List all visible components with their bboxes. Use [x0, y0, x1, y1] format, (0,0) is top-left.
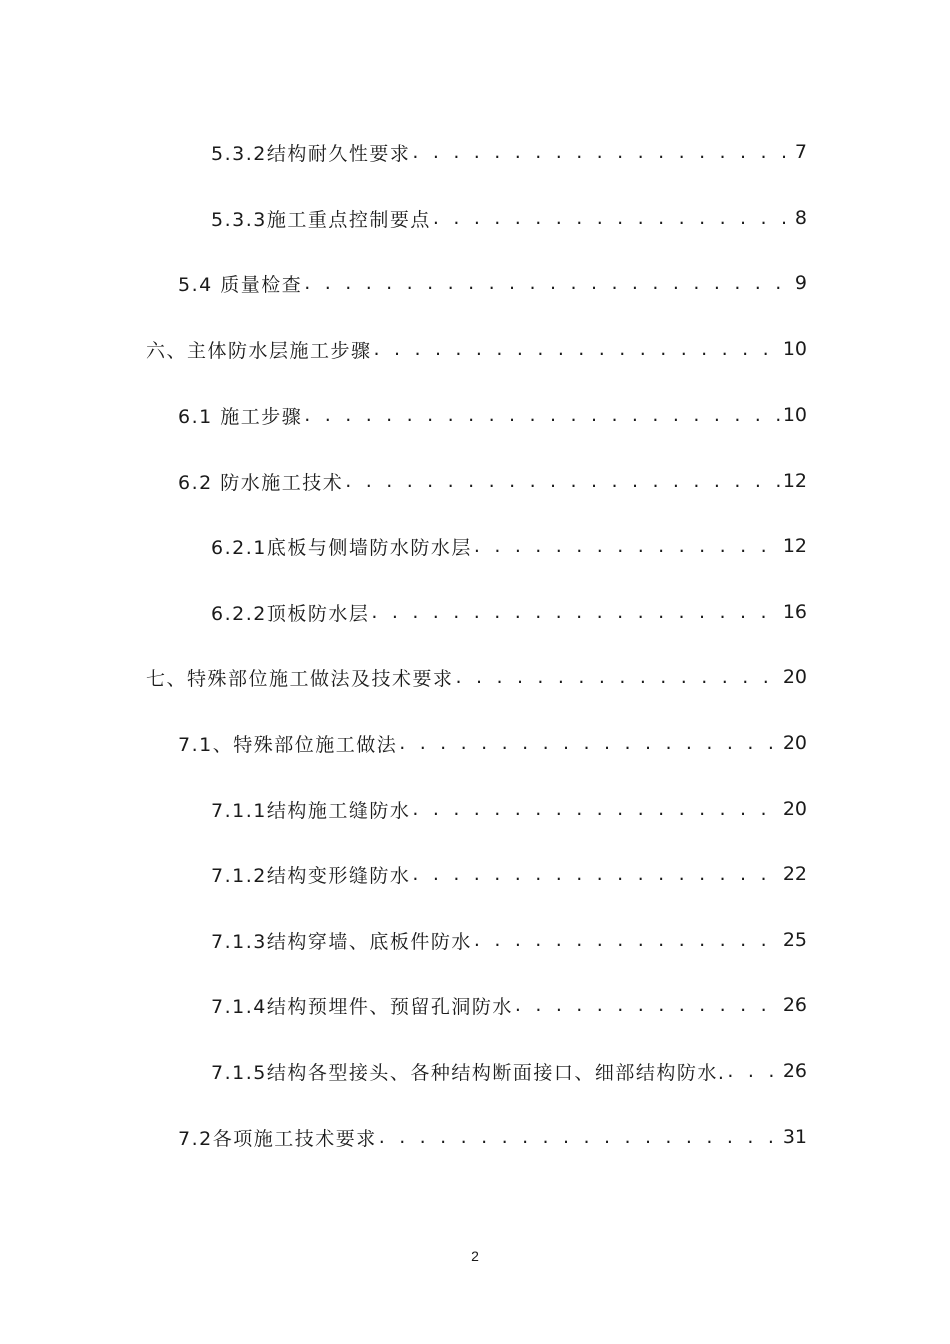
- toc-dot-leader: [399, 732, 781, 754]
- toc-dot-leader: [433, 207, 793, 229]
- toc-entry-label: 5.3.3施工重点控制要点: [211, 208, 431, 231]
- toc-dot-leader: [515, 994, 781, 1016]
- page-number: 2: [471, 1248, 479, 1264]
- toc-dot-leader: [727, 1060, 780, 1082]
- toc-entry-label: 六、主体防水层施工步骤: [146, 339, 372, 362]
- toc-entry-label: 7.1.3结构穿墙、底板件防水: [211, 930, 472, 953]
- toc-entry-label: 7.2各项施工技术要求: [178, 1127, 377, 1150]
- toc-entry-label: 7.1.4结构预埋件、预留孔洞防水: [211, 995, 513, 1018]
- toc-entry-page: 20: [782, 732, 807, 754]
- toc-entry[interactable]: [146, 662, 807, 692]
- toc-dot-leader: [374, 338, 781, 360]
- toc-entry-page: 31: [782, 1126, 807, 1148]
- toc-entry[interactable]: [211, 925, 807, 955]
- toc-entry-label: 5.3.2结构耐久性要求: [211, 142, 411, 165]
- toc-dot-leader: [474, 535, 781, 557]
- toc-dot-leader: [345, 470, 781, 492]
- toc-entry-label: 6.1 施工步骤: [178, 405, 303, 428]
- toc-entry-page: 10: [782, 338, 807, 360]
- toc-entry-page: 12: [782, 535, 807, 557]
- toc-entry[interactable]: [211, 859, 807, 889]
- toc-entry-page: 20: [782, 798, 807, 820]
- toc-entry-page: 20: [782, 666, 807, 688]
- toc-entry[interactable]: [211, 531, 807, 561]
- toc-entry-label: 6.2 防水施工技术: [178, 471, 344, 494]
- toc-dot-leader: [474, 929, 781, 951]
- toc-entry-label: 7.1、特殊部位施工做法: [178, 733, 398, 756]
- toc-dot-leader: [379, 1126, 781, 1148]
- toc-entry-page: 10: [782, 404, 807, 426]
- toc-entry[interactable]: [211, 1056, 807, 1086]
- toc-dot-leader: [412, 863, 780, 885]
- toc-entry[interactable]: [178, 400, 807, 430]
- toc-dot-leader: [304, 404, 781, 426]
- toc-entry-label: 5.4 质量检查: [178, 273, 303, 296]
- toc-entry-page: 8: [794, 207, 807, 229]
- toc-entry[interactable]: [178, 268, 807, 298]
- toc-entry-label: 7.1.2结构变形缝防水: [211, 864, 411, 887]
- toc-entry[interactable]: [211, 597, 807, 627]
- toc-dot-leader: [412, 141, 793, 163]
- toc-entry[interactable]: [211, 137, 807, 167]
- toc-entry-label: 7.1.1结构施工缝防水: [211, 799, 411, 822]
- toc-entry-page: 25: [782, 929, 807, 951]
- toc-entry-label: 七、特殊部位施工做法及技术要求: [146, 667, 454, 690]
- toc-dot-leader: [304, 272, 793, 294]
- toc-dot-leader: [412, 798, 780, 820]
- toc-entry-page: 26: [782, 994, 807, 1016]
- toc-entry-page: 12: [782, 470, 807, 492]
- toc-entry-label: 6.2.2顶板防水层: [211, 602, 370, 625]
- toc-entry-page: 7: [794, 141, 807, 163]
- toc-entry-label: 6.2.1底板与侧墙防水防水层: [211, 536, 472, 559]
- toc-entry[interactable]: [146, 334, 807, 364]
- toc-entry[interactable]: [178, 466, 807, 496]
- toc-entry[interactable]: [178, 728, 807, 758]
- toc-entry[interactable]: [211, 203, 807, 233]
- toc-entry-page: 16: [782, 601, 807, 623]
- toc-entry-page: 9: [794, 272, 807, 294]
- toc-entry-page: 26: [782, 1060, 807, 1082]
- toc-entry-label: 7.1.5结构各型接头、各种结构断面接口、细部结构防水.: [211, 1061, 726, 1084]
- toc-entry-page: 22: [782, 863, 807, 885]
- toc-dot-leader: [371, 601, 780, 623]
- toc-entry[interactable]: [211, 794, 807, 824]
- toc-entry[interactable]: [211, 990, 807, 1020]
- toc-dot-leader: [456, 666, 781, 688]
- toc-entry[interactable]: [178, 1122, 807, 1152]
